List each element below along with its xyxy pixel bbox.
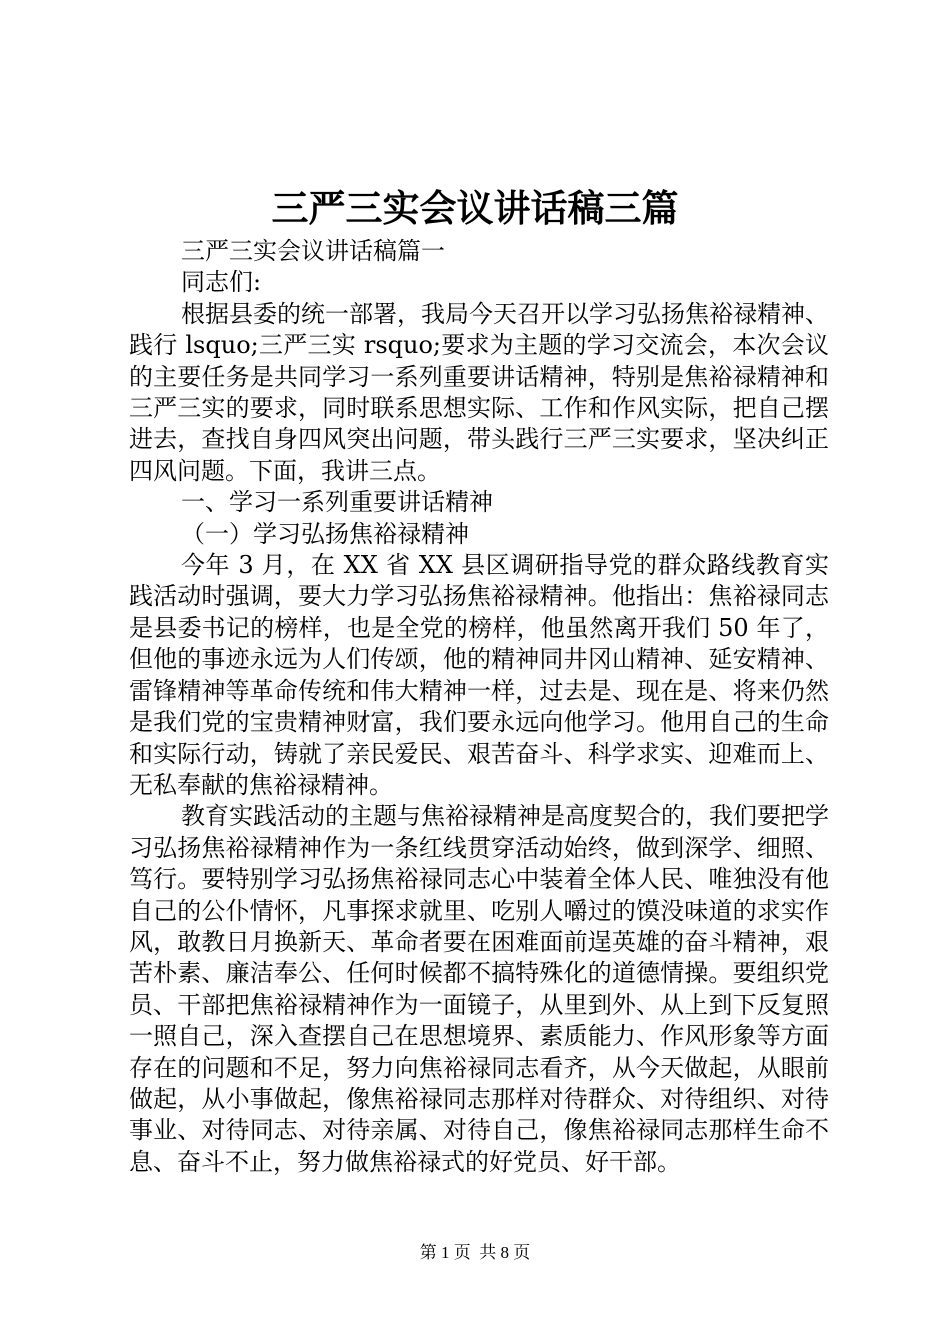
- paragraph: 今年 3 月，在 XX 省 XX 县区调研指导党的群众路线教育实践活动时强调，要大力学习弘扬焦裕禄精神。他指出：焦裕禄同志是县委书记的榜样，也是全党的榜样，他虽然离开我们 50 年了，但他的事迹永远为人们传颂，他的精神同井冈山精神、延安精神、雷锋精神等革命传统和伟大精神一样，过去是、现在是、将来仍然是我们党的宝贵精神财富，我们要永远向他学习。他用自己的生命和实际行动，铸就了亲民爱民、艰苦奋斗、科学求实、迎难而上、无私奉献的焦裕禄精神。: [129, 551, 829, 799]
- paragraph: 根据县委的统一部署，我局今天召开以学习弘扬焦裕禄精神、践行 lsquo;三严三实 rsquo;要求为主题的学习交流会，本次会议的主要任务是共同学习一系列重要讲话精神，特别是焦裕禄精神和三严三实的要求，同时联系思想实际、工作和作风实际，把自己摆进去，查找自身四风突出问题，带头践行三严三实要求，坚决纠正四风问题。下面，我讲三点。: [129, 299, 829, 485]
- section-heading: 一、学习一系列重要讲话精神: [181, 488, 493, 517]
- section-heading: 三严三实会议讲话稿篇一: [181, 237, 445, 265]
- page-number: 第 1 页 共 8 页: [419, 1243, 531, 1262]
- document-title: 三严三实会议讲话稿三篇: [271, 186, 679, 230]
- document-body: [129, 236, 829, 1178]
- page-footer: [0, 1242, 950, 1264]
- salutation: 同志们:: [181, 268, 262, 297]
- paragraph: 教育实践活动的主题与焦裕禄精神是高度契合的，我们要把学习弘扬焦裕禄精神作为一条红线贯穿活动始终，做到深学、细照、笃行。要特别学习弘扬焦裕禄同志心中装着全体人民、唯独没有他自己的公仆情怀，凡事探求就里、吃别人嚼过的馍没味道的求实作风，敢教日月换新天、革命者要在困难面前逞英雄的奋斗精神，艰苦朴素、廉洁奉公、任何时候都不搞特殊化的道德情操。要组织党员、干部把焦裕禄精神作为一面镜子，从里到外、从上到下反复照一照自己，深入查摆自己在思想境界、素质能力、作风形象等方面存在的问题和不足，努力向焦裕禄同志看齐，从今天做起，从眼前做起，从小事做起，像焦裕禄同志那样对待群众、对待组织、对待事业、对待同志、对待亲属、对待自己，像焦裕禄同志那样生命不息、奋斗不止，努力做焦裕禄式的好党员、好干部。: [129, 802, 829, 1176]
- subsection-heading: （一）学习弘扬焦裕禄精神: [181, 519, 469, 548]
